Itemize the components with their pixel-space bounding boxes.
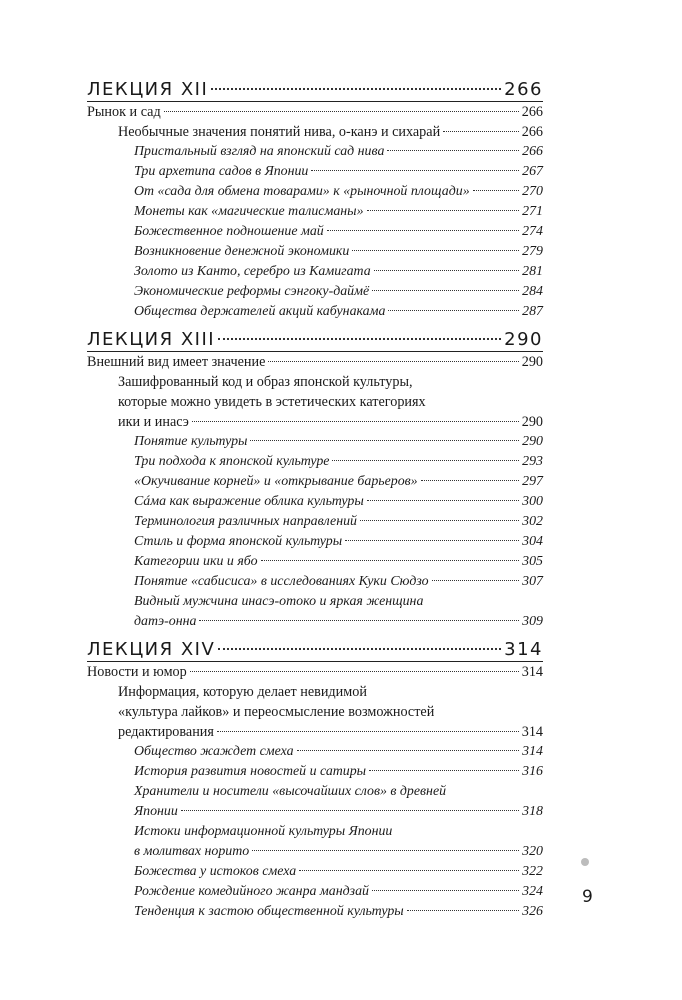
toc-entry-page: 309 [522, 614, 543, 629]
dot-leader [372, 890, 519, 891]
toc-entry-title: Три архетипа садов в Японии [134, 164, 309, 179]
dot-leader [218, 648, 501, 650]
dot-leader [360, 520, 519, 521]
toc-entry-page: 304 [522, 534, 543, 549]
margin-dot [581, 858, 589, 866]
toc-entry [134, 612, 543, 632]
dot-leader [268, 361, 518, 362]
toc-entry-title: Общество жаждет смеха [134, 744, 294, 759]
toc-entry-title: ЛЕКЦИЯ XIV [87, 639, 216, 660]
toc-entry-title: Понятие культуры [134, 434, 248, 449]
dot-leader [387, 150, 519, 151]
toc-entry-title: Общества держателей акций кабунакама [134, 304, 386, 319]
toc-entry-title-line: Истоки информационной культуры Японии [134, 824, 393, 839]
toc-entry-page: 316 [522, 764, 543, 779]
toc-entry-page: 266 [521, 124, 543, 140]
toc-entry [134, 202, 543, 222]
toc-entry-page: 287 [522, 304, 543, 319]
toc-entry-title: История развития новостей и сатиры [134, 764, 367, 779]
toc-entry-title-line: Зашифрованный код и образ японской культуры, [118, 374, 413, 390]
dot-leader [252, 850, 519, 851]
toc-entry-title: Монеты как «магические талисманы» [134, 204, 364, 219]
toc-entry-title: Понятие «сабисиса» в исследованиях Куки Сюдзо [134, 574, 429, 589]
toc-entry-page: 307 [522, 574, 543, 589]
toc-entry-title: Пристальный взгляд на японский сад нива [134, 144, 385, 159]
dot-leader [164, 111, 519, 112]
toc-entry-page: 279 [522, 244, 543, 259]
toc-entry-page: 314 [521, 724, 543, 740]
toc-entry-page: 266 [522, 144, 543, 159]
toc-entry-title-line: Видный мужчина инасэ-отоко и яркая женщина [134, 594, 424, 609]
dot-leader [443, 131, 519, 132]
toc-entry-page: 290 [504, 329, 543, 350]
toc-entry [134, 242, 543, 262]
toc-entry-title: Три подхода к японской культуре [134, 454, 330, 469]
lecture-heading [87, 76, 543, 101]
dot-leader [332, 460, 519, 461]
dot-leader [192, 421, 519, 422]
toc-entry [134, 552, 543, 572]
toc-entry-page: 318 [522, 804, 543, 819]
toc-entry-title: Необычные значения понятий нива, о-канэ и сихарай [118, 124, 441, 140]
toc-entry-page: 300 [522, 494, 543, 509]
toc-entry-page: 281 [522, 264, 543, 279]
toc-entry-title-line: Информация, которую делает невидимой [118, 684, 367, 700]
toc-entry [118, 412, 543, 432]
toc-entry [134, 572, 543, 592]
toc-entry-title: Рынок и сад [87, 104, 161, 120]
dot-leader [311, 170, 519, 171]
page-number: 9 [582, 887, 593, 907]
dot-leader [374, 270, 519, 271]
toc-entry-title-line: «культура лайков» и переосмысление возможностей [118, 704, 435, 720]
dot-leader [473, 190, 519, 191]
toc-entry [134, 842, 543, 862]
toc-entry-page: 314 [521, 664, 543, 680]
toc-entry-page: 305 [522, 554, 543, 569]
lecture-heading [87, 636, 543, 661]
dot-leader [421, 480, 520, 481]
dot-leader [261, 560, 520, 561]
toc-entry-title-line: которые можно увидеть в эстетических категориях [118, 394, 426, 410]
toc-entry [87, 101, 543, 122]
toc-entry-title: От «сада для обмена товарами» к «рыночной площади» [134, 184, 470, 199]
toc-entry-page: 290 [522, 434, 543, 449]
toc-entry-page: 266 [504, 79, 543, 100]
toc-entry [134, 862, 543, 882]
toc-entry-title: Божественное подношение май [134, 224, 324, 239]
toc-entry-page: 324 [522, 884, 543, 899]
toc-entry [134, 882, 543, 902]
toc-entry [134, 472, 543, 492]
toc-entry-page: 290 [521, 354, 543, 370]
toc-entry-page: 274 [522, 224, 543, 239]
toc-entry-page: 284 [522, 284, 543, 299]
toc-entry-page: 314 [522, 744, 543, 759]
toc-entry-title: Новости и юмор [87, 664, 187, 680]
dot-leader [199, 620, 519, 621]
toc-entry [134, 452, 543, 472]
toc-entry-title-line: Хранители и носители «высочайших слов» в древней [134, 784, 447, 799]
toc-entry [134, 222, 543, 242]
toc-entry-title: датэ-онна [134, 614, 197, 629]
toc-entry [87, 661, 543, 682]
toc-entry-title: Божества у истоков смеха [134, 864, 297, 879]
toc-entry [134, 532, 543, 552]
toc-entry [134, 282, 543, 302]
toc-entry-title: в молитвах норито [134, 844, 250, 859]
toc-entry-page: 266 [521, 104, 543, 120]
toc-entry-title: Японии [134, 804, 178, 819]
toc-entry [134, 262, 543, 282]
toc-entry-page: 293 [522, 454, 543, 469]
toc-entry-page: 270 [522, 184, 543, 199]
toc-entry [87, 351, 543, 372]
dot-leader [327, 230, 519, 231]
toc-entry-title: Терминология различных направлений [134, 514, 357, 529]
dot-leader [369, 770, 519, 771]
dot-leader [181, 810, 519, 811]
toc-entry [118, 122, 543, 142]
table-of-contents [87, 76, 543, 922]
toc-entry-title: ики и инасэ [118, 414, 189, 430]
toc-entry-title: Рождение комедийного жанра мандзай [134, 884, 369, 899]
toc-entry [134, 512, 543, 532]
toc-entry [134, 142, 543, 162]
toc-entry-title: Категории ики и ябо [134, 554, 258, 569]
toc-entry-title: Стиль и форма японской культуры [134, 534, 343, 549]
toc-entry-page: 322 [522, 864, 543, 879]
dot-leader [432, 580, 520, 581]
dot-leader [299, 870, 519, 871]
dot-leader [250, 440, 519, 441]
toc-entry [134, 182, 543, 202]
toc-entry [134, 802, 543, 822]
dot-leader [217, 731, 519, 732]
toc-entry-title: Тенденция к застою общественной культуры [134, 904, 404, 919]
toc-entry [134, 902, 543, 922]
toc-entry [134, 762, 543, 782]
toc-entry-title: ЛЕКЦИЯ XIII [87, 329, 216, 350]
dot-leader [352, 250, 519, 251]
toc-entry [134, 162, 543, 182]
toc-entry [134, 432, 543, 452]
dot-leader [367, 210, 520, 211]
toc-entry-title: Золото из Канто, серебро из Камигата [134, 264, 371, 279]
toc-entry-page: 320 [522, 844, 543, 859]
dot-leader [407, 910, 519, 911]
dot-leader [345, 540, 519, 541]
dot-leader [218, 338, 501, 340]
toc-entry [134, 492, 543, 512]
dot-leader [388, 310, 519, 311]
dot-leader [190, 671, 519, 672]
toc-entry-page: 271 [522, 204, 543, 219]
toc-entry-page: 290 [521, 414, 543, 430]
toc-entry [118, 722, 543, 742]
toc-entry-title: редактирования [118, 724, 214, 740]
toc-entry-title: Сáма как выражение облика культуры [134, 494, 364, 509]
toc-entry-title: Внешний вид имеет значение [87, 354, 266, 370]
toc-entry-page: 314 [504, 639, 543, 660]
toc-entry [134, 742, 543, 762]
toc-entry-title: «Окучивание корней» и «открывание барьеров» [134, 474, 418, 489]
toc-entry-page: 302 [522, 514, 543, 529]
toc-entry-title: Экономические реформы сэнгоку-даймё [134, 284, 370, 299]
toc-entry-page: 267 [522, 164, 543, 179]
dot-leader [367, 500, 519, 501]
toc-entry [134, 302, 543, 322]
toc-entry-page: 297 [522, 474, 543, 489]
dot-leader [211, 88, 501, 90]
lecture-heading [87, 326, 543, 351]
dot-leader [372, 290, 519, 291]
dot-leader [297, 750, 520, 751]
toc-entry-title: ЛЕКЦИЯ XII [87, 79, 209, 100]
toc-entry-page: 326 [522, 904, 543, 919]
toc-entry-title: Возникновение денежной экономики [134, 244, 350, 259]
